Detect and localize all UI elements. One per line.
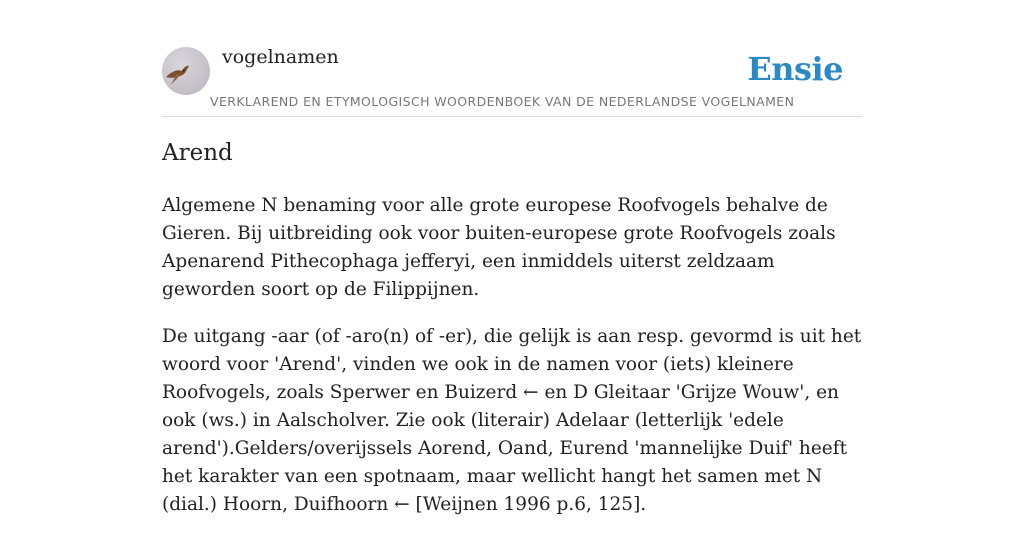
avatar[interactable] xyxy=(162,47,210,95)
site-tagline: VERKLAREND EN ETYMOLOGISCH WOORDENBOEK VAN DE NEDERLANDSE VOGELNAMEN xyxy=(210,94,795,109)
site-header xyxy=(162,0,862,117)
site-name[interactable]: vogelnamen xyxy=(222,46,339,68)
page-container xyxy=(162,0,862,515)
bird-icon xyxy=(162,47,210,95)
entry-body xyxy=(162,192,867,538)
entry-paragraph: De uitgang -aar (of -aro(n) of -er), die gelijk is aan resp. gevormd is uit het woord voor 'Arend', vinden we ook in de namen voor (iets) kleinere Roofvogels, zoals Sperwer en Buizerd ← en D Gleitaar 'Grijze Wouw', en ook (ws.) in Aalscholver. Zie ook (literair) Adelaar (letterlijk 'edele arend').Gelders/overijssels Aorend, Oand, Eurend 'mannelijke Duif' heeft het karakter van een spotnaam, maar wellicht hangt het samen met N (dial.) Hoorn, Duifhoorn ← [Weijnen 1996 p.6, 125]. xyxy=(162,326,862,515)
entry-paragraph: Algemene N benaming voor alle grote europese Roofvogels behalve de Gieren. Bij uitbreiding ook voor buiten-europese grote Roofvogels zoals Apenarend Pithecophaga jefferyi, een inmiddels uiterst zeldzaam geworden soort op de Filippijnen. xyxy=(162,195,836,300)
ensie-logo[interactable]: Ensie xyxy=(747,50,843,88)
entry-title: Arend xyxy=(162,140,233,166)
